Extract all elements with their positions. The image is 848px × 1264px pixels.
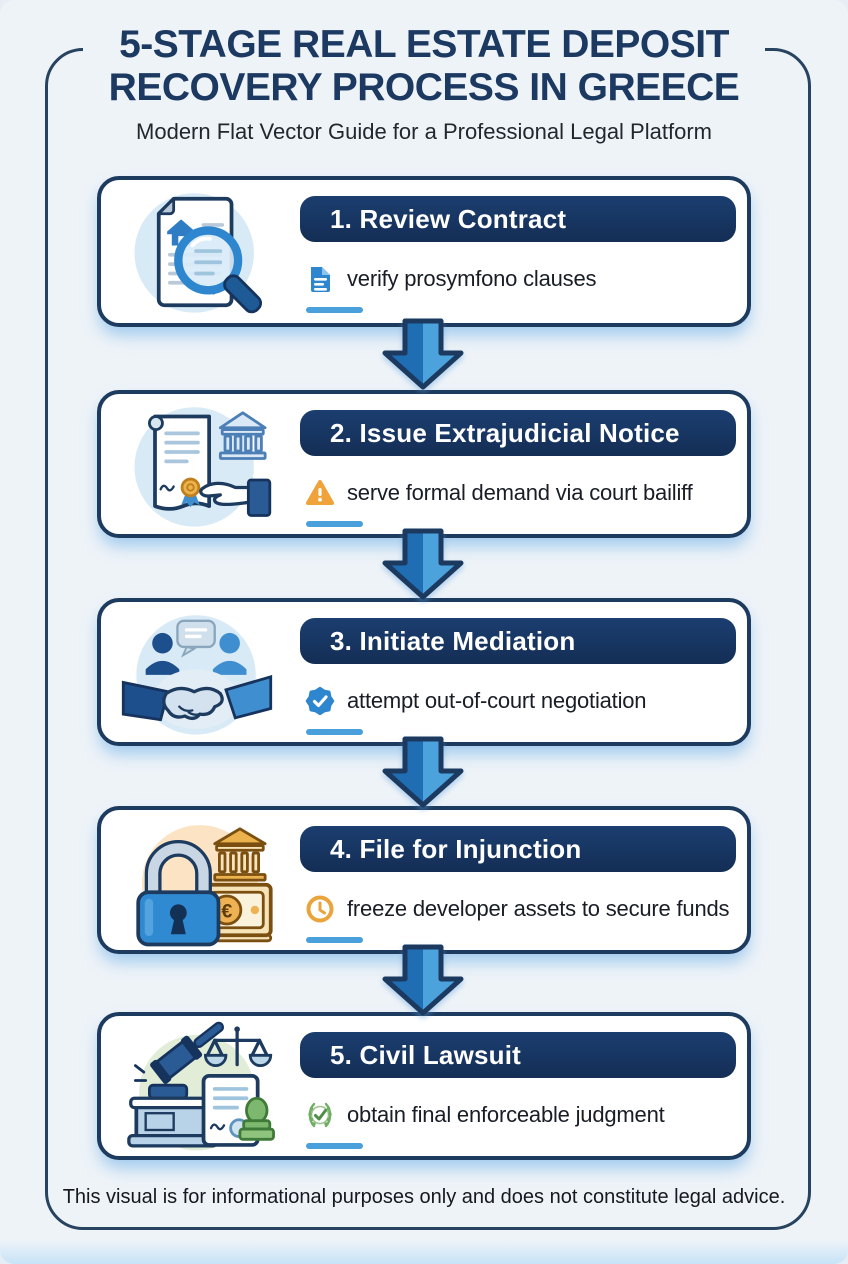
stage-5-description: obtain final enforceable judgment: [347, 1102, 665, 1127]
stage-3-title: 3. Initiate Mediation: [330, 625, 576, 656]
stage-2-title: 2. Issue Extrajudicial Notice: [330, 417, 680, 448]
page-title-line-2: RECOVERY PROCESS IN GREECE: [108, 65, 740, 109]
document-icon: [305, 264, 335, 294]
stage-card-5: [97, 1012, 751, 1160]
mediation-handshake-illustration: [111, 604, 283, 744]
stage-4-title: 4. File for Injunction: [330, 833, 582, 864]
page-title-line-1: 5-STAGE REAL ESTATE DEPOSIT: [119, 23, 729, 66]
stage-1-header-pill: [300, 196, 736, 242]
stage-4-description-row: [305, 890, 729, 928]
stage-card-4: [97, 806, 751, 954]
svg-text:€: €: [221, 900, 233, 923]
stage-4-header-pill: [300, 826, 736, 872]
injunction-padlock-illustration: [111, 812, 283, 952]
stage-5-title: 5. Civil Lawsuit: [330, 1039, 522, 1070]
stage-2-header-pill: [300, 410, 736, 456]
disclaimer-text: This visual is for informational purposes only and does not constitute legal advice.: [62, 1186, 786, 1208]
flow-arrow-down-icon: [381, 318, 465, 392]
stage-2-description: serve formal demand via court bailiff: [347, 480, 693, 505]
civil-lawsuit-illustration: [111, 1018, 283, 1158]
stage-card-3: [97, 598, 751, 746]
stage-1-description: verify prosymfono clauses: [347, 266, 597, 291]
accent-underline: [306, 1143, 363, 1149]
extrajudicial-notice-illustration: [111, 396, 283, 536]
verified-badge-icon: [305, 686, 335, 716]
contract-magnifier-illustration: [111, 182, 283, 322]
stage-4-description: freeze developer assets to secure funds: [347, 896, 730, 921]
accent-underline: [306, 307, 363, 313]
stage-3-header-pill: [300, 618, 736, 664]
page-subtitle: Modern Flat Vector Guide for a Professional Legal Platform: [136, 118, 712, 144]
stage-5-description-row: [305, 1096, 665, 1134]
stage-card-1: [97, 176, 751, 327]
accent-underline: [306, 521, 363, 527]
flow-arrow-down-icon: [381, 528, 465, 602]
clock-icon: [305, 894, 335, 924]
warning-icon: [305, 478, 335, 508]
stage-5-header-pill: [300, 1032, 736, 1078]
flow-arrow-down-icon: [381, 944, 465, 1018]
stage-2-description-row: [305, 474, 693, 512]
laurel-check-icon: [305, 1100, 335, 1130]
accent-underline: [306, 937, 363, 943]
header: [0, 24, 848, 145]
stage-1-description-row: [305, 260, 596, 298]
flow-arrow-down-icon: [381, 736, 465, 810]
stage-3-description-row: [305, 682, 646, 720]
stage-1-title: 1. Review Contract: [330, 203, 567, 234]
accent-underline: [306, 729, 363, 735]
stage-3-description: attempt out-of-court negotiation: [347, 688, 647, 713]
stage-card-2: [97, 390, 751, 538]
